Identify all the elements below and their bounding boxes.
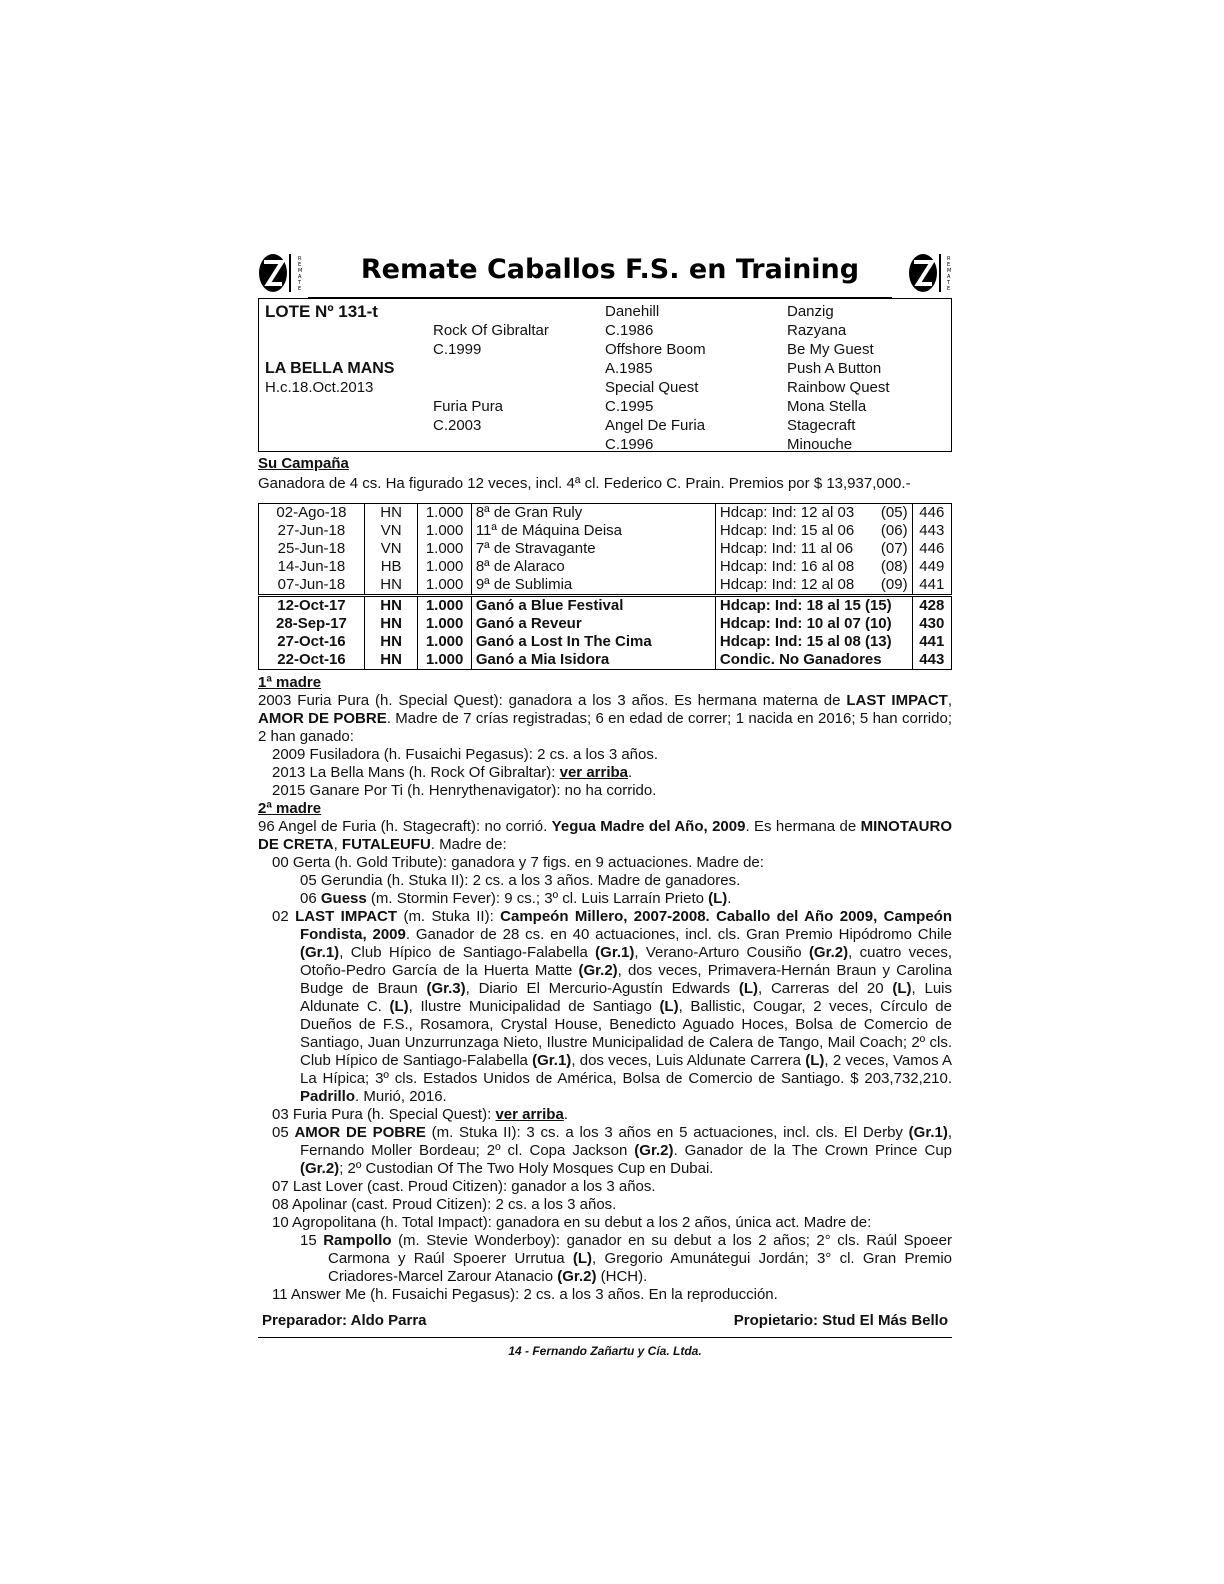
grandsire-4: Angel De Furia <box>605 417 706 434</box>
race-track: HB <box>364 558 417 576</box>
second-dam-heading: 2ª madre <box>258 800 322 817</box>
race-track: HN <box>364 633 417 651</box>
race-table <box>258 503 952 670</box>
ancestor: Danzig <box>787 303 834 320</box>
race-result: Ganó a Mia Isidora <box>471 651 715 670</box>
svg-text:E: E <box>947 286 951 292</box>
race-date: 28-Sep-17 <box>259 615 365 633</box>
footer-credits <box>258 1312 952 1329</box>
page-header <box>258 248 952 298</box>
horse-name: LA BELLA MANS <box>265 360 395 377</box>
campaign-summary: Ganadora de 4 cs. Ha figurado 12 veces, incl. 4ª cl. Federico C. Prain. Premios por $ 13,937,000.- <box>258 475 911 492</box>
offspring-item-rampollo: 15 Rampollo (m. Stevie Wonderboy): ganador en su debut a los 2 años; 2° cls. Raúl Spoeer Carmona y Raúl Spoerer Urrutua (L), Gregorio Amunátegui Jordán; 3° cl. Gran Premio Criadores-Marcel Zarour Atanacio (Gr.2) (HCH). <box>300 1232 952 1285</box>
svg-text:T: T <box>947 280 951 286</box>
svg-text:E: E <box>298 262 302 268</box>
ancestor: Razyana <box>787 322 847 339</box>
offspring-item: 2009 Fusiladora (h. Fusaichi Pegasus): 2 cs. a los 3 años. <box>272 746 659 763</box>
offspring-item: 2015 Ganare Por Ti (h. Henrythenavigator): no ha corrido. <box>272 782 657 799</box>
first-dam-heading: 1ª madre <box>258 674 322 691</box>
race-distance: 1.000 <box>418 615 471 633</box>
grandsire-1-year: C.1986 <box>605 322 654 339</box>
race-result: Ganó a Blue Festival <box>471 596 715 616</box>
race-condition: Hdcap: Ind: 12 al 03 (05) <box>715 504 912 523</box>
grandsire-2-year: A.1985 <box>605 360 653 377</box>
race-date: 12-Oct-17 <box>259 596 365 616</box>
pedigree-box <box>258 298 952 452</box>
grandsire-4-year: C.1996 <box>605 436 654 453</box>
offspring-item-amor-de-pobre: 05 AMOR DE POBRE (m. Stuka II): 3 cs. a los 3 años en 5 actuaciones, incl. cls. El Derby (Gr.1), Fernando Moller Bordeau; 2º cl. Copa Jackson (Gr.2). Ganador de la The Crown Prince Cup (Gr.2); 2º Custodian Of The Two Holy Mosques Cup en Dubai. <box>272 1124 953 1177</box>
offspring-item-last-impact: 02 LAST IMPACT (m. Stuka II): Campeón Millero, 2007-2008. Caballo del Año 2009, Campeón Fondista, 2009. Ganador de 28 cs. en 40 actuaciones, incl. cls. Gran Premio Hipódromo Chile (Gr.1), Club Hípico de Santiago-Falabella (Gr.1), Verano-Arturo Cousiño (Gr.2), cuatro veces, Otoño-Pedro García de la Huerta Matte (Gr.2), dos veces, Primavera-Hernán Braun y Carolina Budge de Braun (Gr.3), Diario El Mercurio-Agustín Edwards (L), Carreras del 20 (L), Luis Aldunate C. (L), Ilustre Municipalidad de Santiago (L), Ballistic, Cougar, 2 veces, Círculo de Dueños de F.S., Rosamora, Crystal House, Benedicto Aguado Hoces, Bolsa de Comercio de Santiago, Juan Unzurrunzaga Nieto, Ilustre Municipalidad de Calera de Tango, Mail Coach; 2º cls. Club Hípico de Santiago-Falabella (Gr.1), dos veces, Luis Aldunate Carrera (L), 2 veces, Vamos A La Hípica; 3º cls. Estados Unidos de América, Bolsa de Comercio de Santiago. $ 203,732,210. Padrillo. Murió, 2016. <box>272 908 953 1105</box>
race-track: VN <box>364 522 417 540</box>
second-dam-paragraph: 96 Angel de Furia (h. Stagecraft): no corrió. Yegua Madre del Año, 2009. Es hermana de MINOTAURO DE CRETA, FUTALEUFU. Madre de: <box>258 818 952 853</box>
first-dam-paragraph: 2003 Furia Pura (h. Special Quest): ganadora a los 3 años. Es hermana materna de LAST IMPACT, AMOR DE POBRE. Madre de 7 crías registradas; 6 en edad de correr; 1 nacida en 2016; 5 han corrido; 2 han ganado: <box>258 692 952 745</box>
race-row <box>259 504 952 523</box>
lot-number: LOTE Nº 131-t <box>265 302 378 321</box>
race-row <box>259 576 952 596</box>
grandsire-3: Special Quest <box>605 379 699 396</box>
race-value: 430 <box>912 615 951 633</box>
campaign-heading: Su Campaña <box>258 455 349 472</box>
race-distance: 1.000 <box>418 651 471 670</box>
page-title: Remate Caballos F.S. en Training <box>360 254 860 285</box>
svg-text:A: A <box>298 274 302 280</box>
race-row-win <box>259 615 952 633</box>
svg-text:R: R <box>298 256 302 262</box>
race-value: 428 <box>912 596 951 616</box>
owner-label: Propietario: Stud El Más Bello <box>733 1312 948 1329</box>
race-value: 443 <box>912 651 951 670</box>
trainer-label: Preparador: Aldo Parra <box>262 1312 427 1329</box>
race-row-win <box>259 651 952 670</box>
race-result: Ganó a Reveur <box>471 615 715 633</box>
race-result: 8ª de Alaraco <box>471 558 715 576</box>
race-track: HN <box>364 576 417 596</box>
race-value: 441 <box>912 633 951 651</box>
offspring-item: 11 Answer Me (h. Fusaichi Pegasus): 2 cs. a los 3 años. En la reproducción. <box>272 1286 778 1303</box>
horse-birth: H.c.18.Oct.2013 <box>265 379 374 396</box>
race-condition: Hdcap: Ind: 12 al 08 (09) <box>715 576 912 596</box>
race-track: VN <box>364 540 417 558</box>
race-date: 02-Ago-18 <box>259 504 365 523</box>
race-distance: 1.000 <box>418 633 471 651</box>
race-result: 7ª de Stravagante <box>471 540 715 558</box>
race-date: 27-Jun-18 <box>259 522 365 540</box>
race-track: HN <box>364 504 417 523</box>
race-condition: Hdcap: Ind: 16 al 08 (08) <box>715 558 912 576</box>
ancestor: Push A Button <box>787 360 882 377</box>
race-distance: 1.000 <box>418 522 471 540</box>
race-row <box>259 522 952 540</box>
race-row-win <box>259 596 952 616</box>
svg-text:R: R <box>947 256 951 262</box>
footer-divider <box>258 1337 952 1338</box>
offspring-item: 10 Agropolitana (h. Total Impact): ganadora en su debut a los 2 años, única act. Madre de: <box>272 1214 872 1231</box>
race-row <box>259 540 952 558</box>
race-value: 441 <box>912 576 951 596</box>
race-value: 443 <box>912 522 951 540</box>
dam-year: C.2003 <box>433 417 482 434</box>
race-date: 07-Jun-18 <box>259 576 365 596</box>
race-condition: Hdcap: Ind: 15 al 08 (13) <box>715 633 912 651</box>
svg-text:E: E <box>298 286 302 292</box>
race-distance: 1.000 <box>418 576 471 596</box>
race-distance: 1.000 <box>418 558 471 576</box>
race-condition: Hdcap: Ind: 10 al 07 (10) <box>715 615 912 633</box>
grandsire-2: Offshore Boom <box>605 341 706 358</box>
race-condition: Hdcap: Ind: 18 al 15 (15) <box>715 596 912 616</box>
dam-name: Furia Pura <box>433 398 504 415</box>
race-value: 446 <box>912 504 951 523</box>
svg-text:E: E <box>947 262 951 268</box>
sire-year: C.1999 <box>433 341 482 358</box>
page-footer-note: 14 - Fernando Zañartu y Cía. Ltda. <box>508 1344 702 1358</box>
race-result: Ganó a Lost In The Cima <box>471 633 715 651</box>
offspring-item: 07 Last Lover (cast. Proud Citizen): ganador a los 3 años. <box>272 1178 656 1195</box>
svg-text:A: A <box>947 274 951 280</box>
offspring-item: 06 Guess (m. Stormin Fever): 9 cs.; 3º cl. Luis Larraín Prieto (L). <box>300 890 732 907</box>
race-date: 27-Oct-16 <box>259 633 365 651</box>
race-value: 446 <box>912 540 951 558</box>
race-distance: 1.000 <box>418 504 471 523</box>
offspring-item: 05 Gerundia (h. Stuka II): 2 cs. a los 3 años. Madre de ganadores. <box>300 872 741 889</box>
grandsire-1: Danehill <box>605 303 660 320</box>
svg-text:T: T <box>298 280 302 286</box>
race-track: HN <box>364 596 417 616</box>
ancestor: Be My Guest <box>787 341 874 358</box>
grandsire-3-year: C.1995 <box>605 398 654 415</box>
offspring-item: 03 Furia Pura (h. Special Quest): ver arriba. <box>272 1106 568 1123</box>
race-result: 11ª de Máquina Deisa <box>471 522 715 540</box>
race-result: 9ª de Sublimia <box>471 576 715 596</box>
race-row-win <box>259 633 952 651</box>
race-date: 14-Jun-18 <box>259 558 365 576</box>
offspring-item: 2013 La Bella Mans (h. Rock Of Gibraltar): ver arriba. <box>272 764 633 781</box>
remates-logo-icon <box>258 252 306 294</box>
svg-text:M: M <box>947 268 952 274</box>
offspring-item: 00 Gerta (h. Gold Tribute): ganadora y 7 figs. en 9 actuaciones. Madre de: <box>272 854 764 871</box>
race-track: HN <box>364 651 417 670</box>
race-track: HN <box>364 615 417 633</box>
ancestor: Rainbow Quest <box>787 379 890 396</box>
offspring-item: 08 Apolinar (cast. Proud Citizen): 2 cs. a los 3 años. <box>272 1196 617 1213</box>
race-distance: 1.000 <box>418 596 471 616</box>
race-condition: Condic. No Ganadores <box>715 651 912 670</box>
race-distance: 1.000 <box>418 540 471 558</box>
race-date: 22-Oct-16 <box>259 651 365 670</box>
catalog-page <box>258 248 952 1358</box>
race-condition: Hdcap: Ind: 11 al 06 (07) <box>715 540 912 558</box>
sire-name: Rock Of Gibraltar <box>433 322 549 339</box>
race-value: 449 <box>912 558 951 576</box>
race-condition: Hdcap: Ind: 15 al 06 (06) <box>715 522 912 540</box>
ancestor: Minouche <box>787 436 853 453</box>
ancestor: Stagecraft <box>787 417 856 434</box>
ancestor: Mona Stella <box>787 398 867 415</box>
race-result: 8ª de Gran Ruly <box>471 504 715 523</box>
race-row <box>259 558 952 576</box>
svg-text:M: M <box>298 268 303 274</box>
race-date: 25-Jun-18 <box>259 540 365 558</box>
remates-logo-icon <box>906 252 954 294</box>
